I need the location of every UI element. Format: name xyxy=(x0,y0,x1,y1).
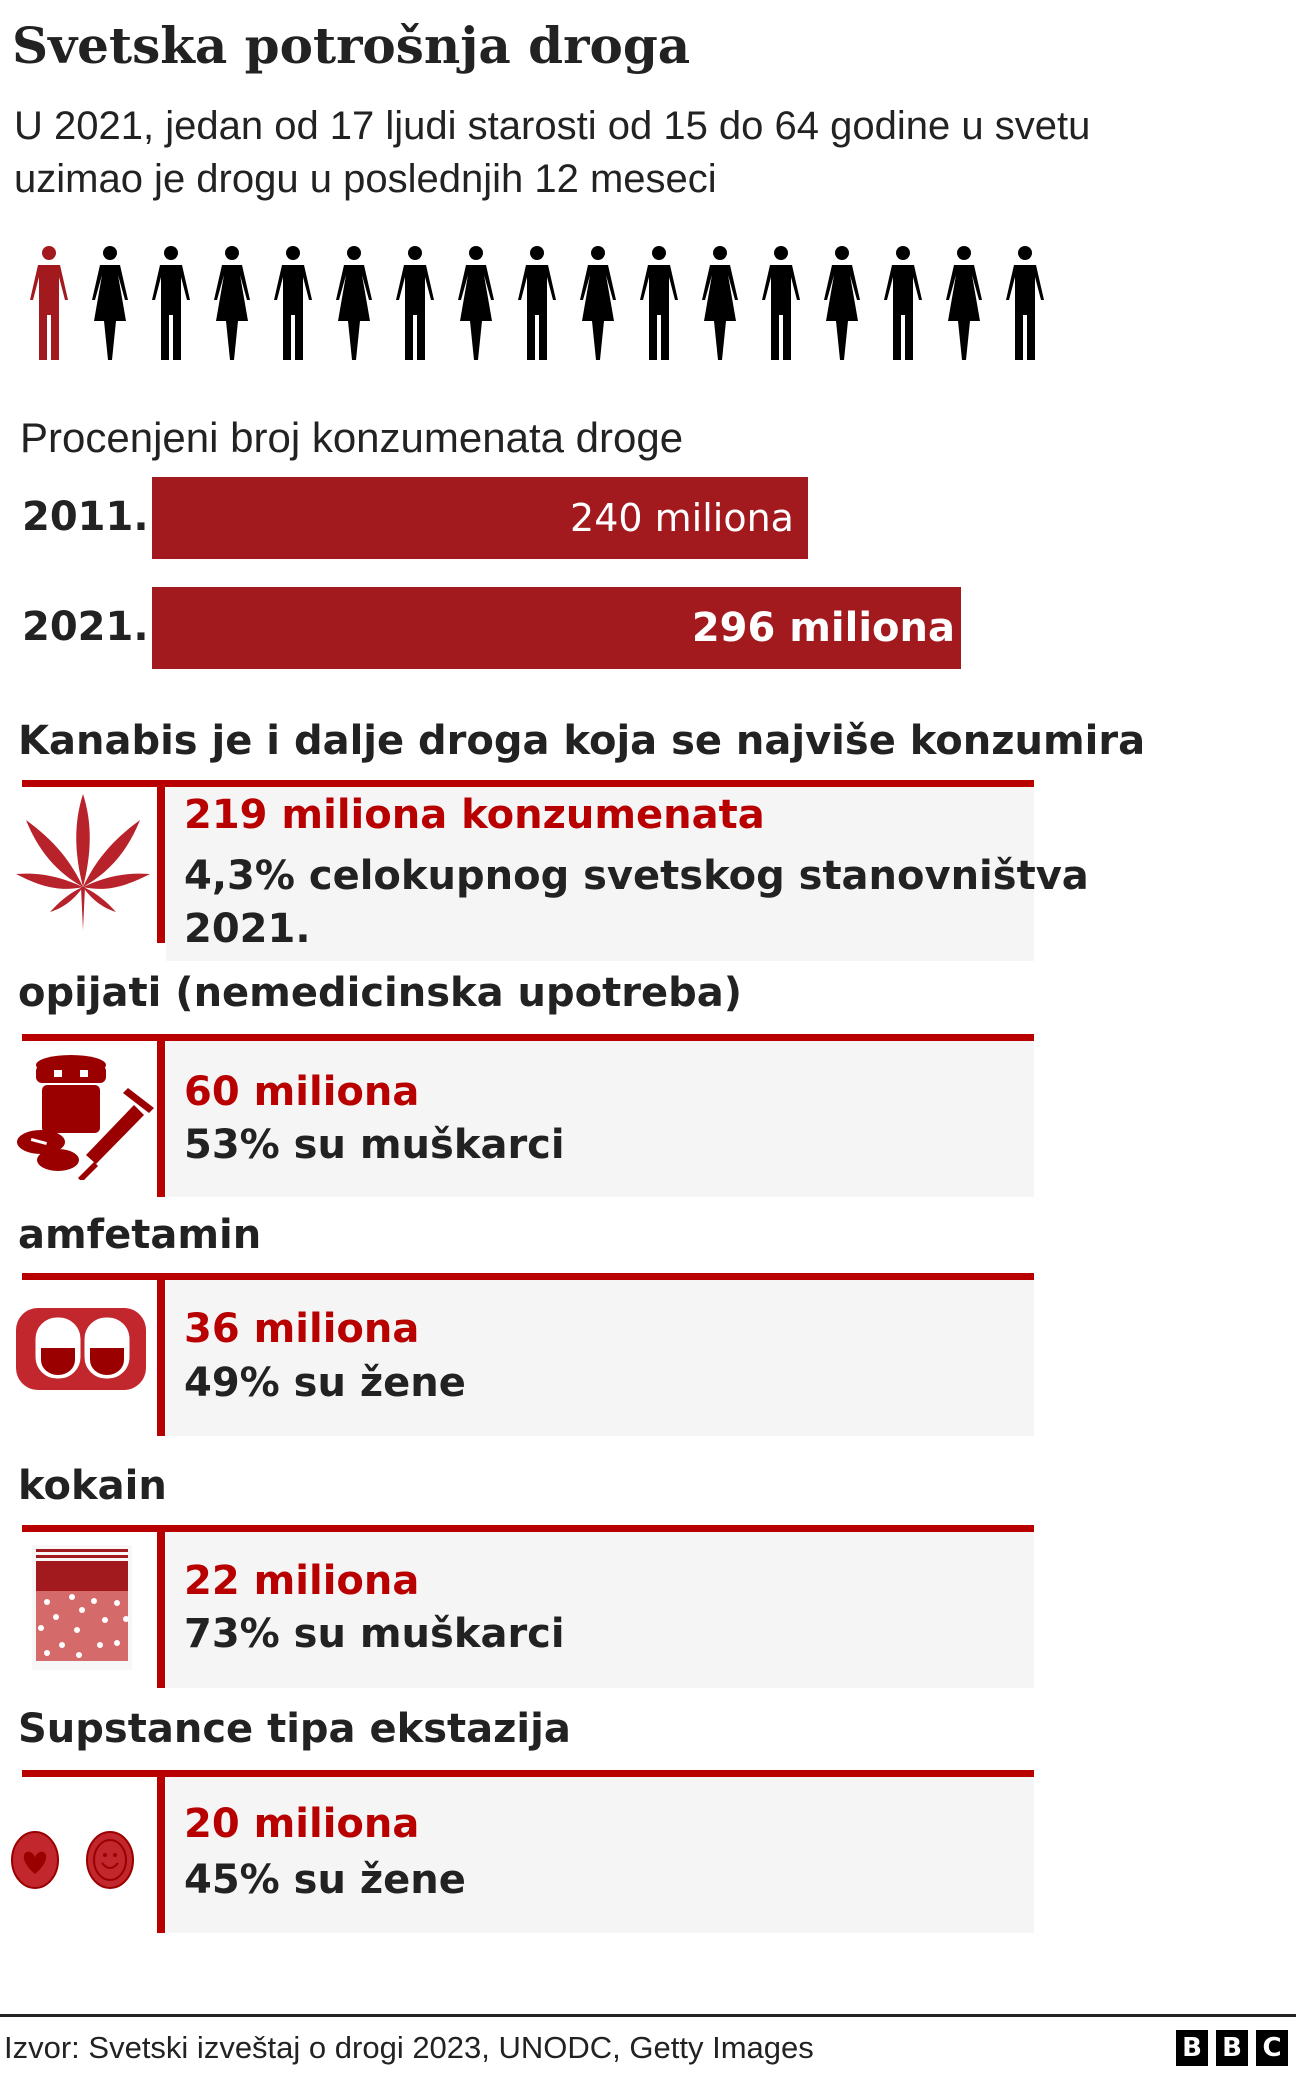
man-figure-icon xyxy=(884,246,922,360)
panel-bg xyxy=(166,1532,1034,1688)
panel-accent xyxy=(157,1532,165,1688)
panel-accent xyxy=(157,1041,165,1197)
capsules-icon xyxy=(16,1308,146,1390)
woman-figure-icon xyxy=(946,246,982,360)
woman-figure-icon xyxy=(336,246,372,360)
bbc-logo-letter: C xyxy=(1256,2030,1288,2066)
section-desc-line-1: 49% su žene xyxy=(184,1360,466,1406)
bar-chart-title: Procenjeni broj konzumenata droge xyxy=(20,414,684,461)
woman-figure-icon xyxy=(92,246,128,360)
man-figure-icon xyxy=(1006,246,1044,360)
woman-figure-icon xyxy=(214,246,250,360)
bbc-logo-letter: B xyxy=(1176,2030,1208,2066)
section-heading-amphetamine: amfetamin xyxy=(18,1212,262,1258)
woman-figure-icon xyxy=(580,246,616,360)
subtitle-line-2: uzimao je drogu u poslednjih 12 meseci xyxy=(14,157,717,201)
section-desc-line-2: 2021. xyxy=(184,906,311,952)
divider xyxy=(22,1034,1034,1041)
bar-year-2011: 2011. xyxy=(22,494,149,540)
panel-accent xyxy=(157,1280,165,1436)
woman-figure-icon xyxy=(702,246,738,360)
panel-bg xyxy=(166,1041,1034,1197)
man-figure-icon xyxy=(274,246,312,360)
cannabis-leaf-icon xyxy=(16,792,150,932)
bar-year-2021: 2021. xyxy=(22,604,149,650)
man-figure-icon xyxy=(640,246,678,360)
bbc-logo xyxy=(1176,2030,1288,2066)
section-desc-line-1: 53% su muškarci xyxy=(184,1122,565,1168)
bar-2021 xyxy=(152,587,961,669)
bbc-logo-letter: B xyxy=(1216,2030,1248,2066)
section-heading-cocaine: kokain xyxy=(18,1463,167,1509)
divider xyxy=(22,1273,1034,1280)
section-value: 20 miliona xyxy=(184,1801,420,1847)
divider xyxy=(22,1770,1034,1777)
man-figure-icon xyxy=(396,246,434,360)
bar-label: 296 miliona xyxy=(691,605,955,651)
woman-figure-icon xyxy=(458,246,494,360)
section-heading-ecstasy: Supstance tipa ekstazija xyxy=(18,1706,571,1752)
powder-bag-icon xyxy=(32,1545,132,1670)
man-figure-icon xyxy=(30,246,68,360)
panel-accent xyxy=(157,1777,165,1933)
man-figure-icon xyxy=(762,246,800,360)
divider xyxy=(22,780,1034,787)
man-figure-icon xyxy=(152,246,190,360)
section-value: 219 miliona konzumenata xyxy=(184,792,765,838)
section-value: 22 miliona xyxy=(184,1558,420,1604)
page-title: Svetska potrošnja droga xyxy=(12,16,691,75)
source-note: Izvor: Svetski izveštaj o drogi 2023, UNODC, Getty Images xyxy=(4,2030,814,2065)
heart-pill-icon xyxy=(10,1830,60,1890)
section-desc-line-1: 45% su žene xyxy=(184,1857,466,1903)
bar-2011 xyxy=(152,477,808,559)
bar-label: 240 miliona xyxy=(570,496,794,540)
section-desc-line-1: 73% su muškarci xyxy=(184,1611,565,1657)
section-heading-opioids: opijati (nemedicinska upotreba) xyxy=(18,970,743,1016)
man-figure-icon xyxy=(518,246,556,360)
section-value: 60 miliona xyxy=(184,1069,420,1115)
people-pictogram xyxy=(20,245,1060,360)
footer-divider xyxy=(0,2014,1296,2017)
subtitle-line-1: U 2021, jedan od 17 ljudi starosti od 15 do 64 godine u svetu xyxy=(14,104,1091,148)
woman-figure-icon xyxy=(824,246,860,360)
section-value: 36 miliona xyxy=(184,1306,420,1352)
divider xyxy=(22,1525,1034,1532)
panel-bg xyxy=(166,1280,1034,1436)
pills-syringe-icon xyxy=(16,1050,156,1180)
panel-accent xyxy=(157,787,165,943)
section-heading-cannabis: Kanabis je i dalje droga koja se najviše konzumira xyxy=(18,718,1146,764)
section-desc-line-1: 4,3% celokupnog svetskog stanovništva xyxy=(184,853,1089,899)
smiley-pill-icon xyxy=(85,1830,135,1890)
